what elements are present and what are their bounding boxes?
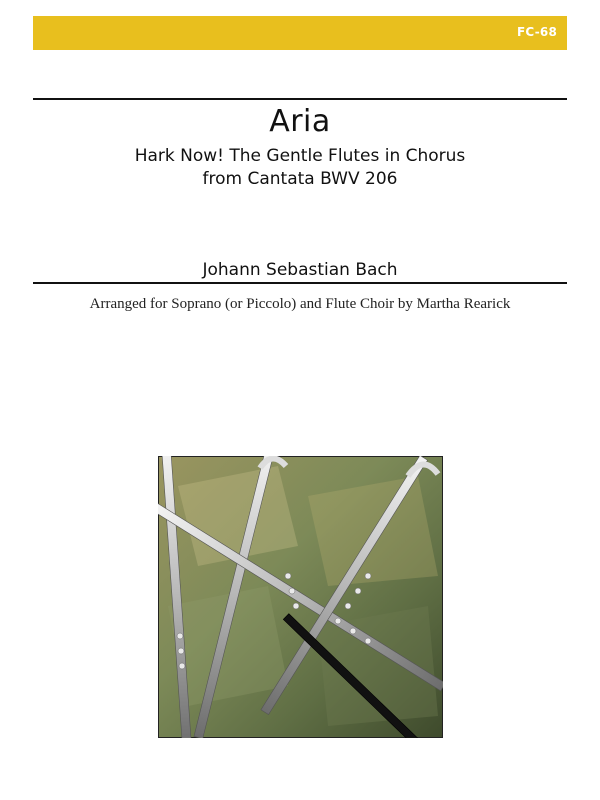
composer-name: Johann Sebastian Bach bbox=[202, 260, 398, 280]
subtitle-line-1: Hark Now! The Gentle Flutes in Chorus bbox=[134, 146, 466, 166]
piece-title: Aria bbox=[269, 104, 331, 139]
header-bar bbox=[33, 16, 567, 50]
flutes-illustration-icon bbox=[158, 456, 443, 738]
composer-divider bbox=[33, 282, 567, 284]
top-divider bbox=[33, 98, 567, 100]
subtitle-line-2: from Cantata BWV 206 bbox=[202, 169, 398, 189]
catalog-code: FC-68 bbox=[517, 25, 557, 39]
arrangement-credit: Arranged for Soprano (or Piccolo) and Flute Choir by Martha Rearick bbox=[89, 296, 511, 312]
